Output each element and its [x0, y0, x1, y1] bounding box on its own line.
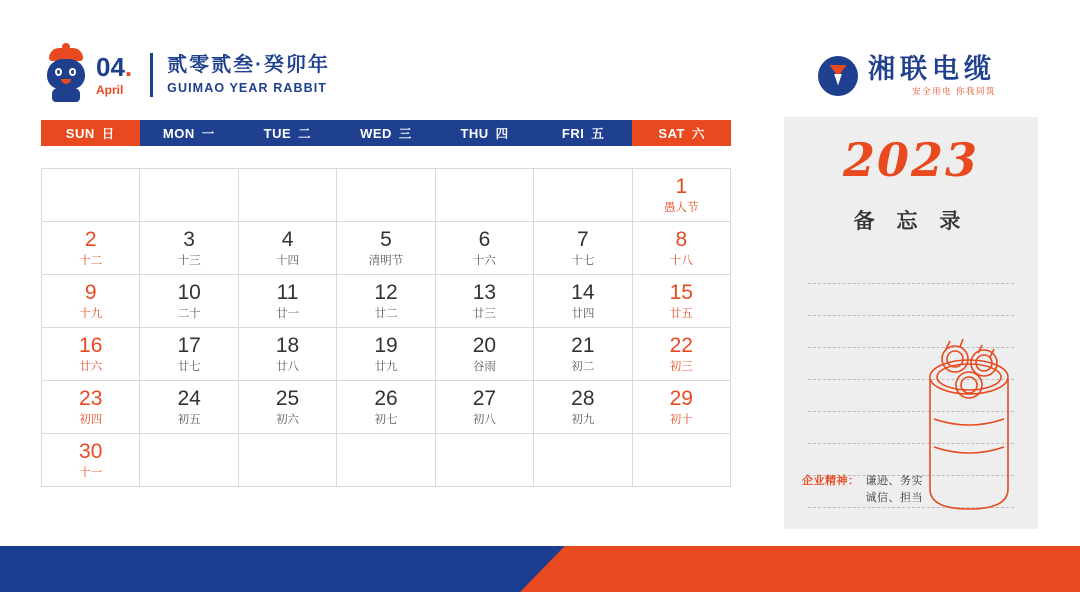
cable-illustration-icon — [910, 319, 1028, 519]
calendar-cell-empty — [436, 169, 534, 222]
day-number: 28 — [571, 386, 595, 410]
lunar-label: 廿三 — [472, 307, 496, 320]
weekday-cn: 三 — [398, 127, 412, 141]
weekday-en: WED — [360, 125, 392, 141]
calendar-day-cell[interactable] — [239, 381, 337, 434]
year-title-cn: 贰零贰叁·癸卯年 — [167, 54, 330, 76]
calendar — [41, 120, 731, 487]
weekday-header-sat — [632, 120, 731, 146]
weekday-en: FRI — [561, 125, 585, 141]
calendar-cell-empty — [534, 434, 632, 487]
calendar-cell-empty — [633, 434, 731, 487]
weekday-header-fri — [534, 120, 633, 146]
weekday-cn: 五 — [591, 127, 605, 141]
calendar-cell-empty — [140, 434, 238, 487]
weekday-en: SUN — [65, 125, 95, 141]
memo-line[interactable] — [808, 284, 1014, 316]
calendar-day-cell[interactable] — [42, 275, 140, 328]
lunar-label: 清明节 — [368, 254, 404, 267]
day-number: 15 — [669, 280, 693, 304]
memo-year: 2023 — [842, 133, 980, 187]
calendar-day-cell[interactable] — [140, 328, 238, 381]
memo-footer-values — [866, 473, 924, 507]
calendar-day-cell[interactable] — [633, 328, 731, 381]
calendar-cell-empty — [436, 434, 534, 487]
calendar-day-cell[interactable] — [633, 275, 731, 328]
weekday-en: MON — [162, 125, 195, 141]
lunar-label: 初三 — [669, 360, 693, 373]
day-number: 17 — [177, 333, 201, 357]
lunar-label: 廿八 — [276, 360, 300, 373]
calendar-day-cell[interactable] — [42, 222, 140, 275]
day-number: 5 — [380, 227, 392, 251]
page-header — [44, 44, 330, 106]
lunar-label: 廿七 — [177, 360, 201, 373]
calendar-day-cell[interactable] — [239, 275, 337, 328]
lunar-label: 廿六 — [79, 360, 103, 373]
lunar-label: 初五 — [177, 413, 201, 426]
calendar-day-cell[interactable] — [534, 381, 632, 434]
lunar-label: 二十 — [177, 307, 201, 320]
calendar-day-cell[interactable] — [633, 381, 731, 434]
lunar-label: 十四 — [276, 254, 300, 267]
weekday-en: TUE — [263, 125, 292, 141]
bottom-bars — [0, 546, 1080, 592]
day-number: 26 — [374, 386, 398, 410]
day-number: 14 — [571, 280, 595, 304]
weekday-cn: 日 — [101, 127, 115, 141]
header-divider — [150, 53, 153, 97]
day-number: 18 — [275, 333, 300, 357]
memo-footer-value-line1: 谦逊、务实 — [865, 475, 923, 487]
weekday-header-wed — [337, 120, 436, 146]
lunar-label: 十三 — [177, 254, 201, 267]
rabbit-mascot-icon — [44, 48, 88, 102]
calendar-day-cell[interactable] — [140, 381, 238, 434]
calendar-day-cell[interactable] — [337, 381, 435, 434]
memo-footer-value-line2: 诚信、担当 — [865, 492, 923, 504]
day-number: 12 — [374, 280, 398, 304]
lunar-label: 十七 — [571, 254, 595, 267]
memo-footer — [802, 473, 923, 507]
day-number: 4 — [281, 227, 294, 251]
calendar-day-cell[interactable] — [436, 328, 534, 381]
day-number: 25 — [275, 386, 300, 410]
lunar-label: 十六 — [472, 254, 496, 267]
weekday-header-tue — [238, 120, 337, 146]
weekday-header-mon — [140, 120, 239, 146]
brand-text — [868, 54, 996, 97]
year-title-en: GUIMAO YEAR RABBIT — [167, 81, 328, 95]
lunar-label: 廿九 — [374, 360, 398, 373]
lunar-label: 初十 — [669, 413, 693, 426]
day-number: 6 — [478, 227, 491, 251]
calendar-day-cell[interactable] — [239, 328, 337, 381]
day-number: 2 — [84, 227, 97, 251]
memo-line[interactable] — [808, 252, 1014, 284]
calendar-grid — [41, 168, 731, 487]
lunar-label: 廿二 — [374, 307, 398, 320]
lunar-label: 廿四 — [571, 307, 595, 320]
day-number: 23 — [79, 386, 103, 410]
lunar-label: 初二 — [571, 360, 595, 373]
calendar-day-cell[interactable] — [42, 434, 140, 487]
calendar-day-cell[interactable] — [633, 222, 731, 275]
memo-footer-label: 企业精神： — [802, 475, 860, 487]
memo-title: 备 忘 录 — [853, 210, 969, 233]
day-number: 10 — [177, 280, 201, 304]
day-number: 9 — [84, 280, 97, 304]
calendar-cell-empty — [140, 169, 238, 222]
weekday-cn: 六 — [691, 127, 705, 141]
month-dot: . — [124, 52, 133, 82]
calendar-day-cell[interactable] — [140, 275, 238, 328]
weekday-cn: 一 — [201, 127, 215, 141]
calendar-weekday-header — [41, 120, 731, 146]
lunar-label: 初四 — [79, 413, 103, 426]
memo-panel — [784, 117, 1038, 529]
lunar-label: 初八 — [472, 413, 496, 426]
lunar-label: 廿一 — [276, 307, 300, 320]
lunar-label: 十二 — [79, 254, 103, 267]
calendar-day-cell[interactable] — [436, 222, 534, 275]
day-number: 16 — [79, 333, 103, 357]
calendar-day-cell[interactable] — [239, 222, 337, 275]
calendar-cell-empty — [534, 169, 632, 222]
lunar-label: 愚人节 — [664, 201, 699, 214]
day-number: 22 — [669, 333, 693, 357]
day-number: 20 — [472, 333, 497, 357]
day-number: 11 — [276, 280, 299, 304]
calendar-day-cell[interactable] — [140, 222, 238, 275]
calendar-day-cell[interactable] — [436, 275, 534, 328]
calendar-day-cell[interactable] — [534, 328, 632, 381]
lunar-label: 初七 — [374, 413, 398, 426]
lunar-label: 谷雨 — [472, 360, 496, 373]
month-block — [96, 52, 132, 98]
month-name-en: April — [96, 83, 124, 97]
lunar-label: 十一 — [79, 466, 103, 479]
day-number: 19 — [374, 333, 398, 357]
bottom-bar-orange — [520, 546, 1080, 592]
calendar-cell-empty — [239, 434, 337, 487]
day-number: 27 — [472, 386, 497, 410]
calendar-day-cell[interactable] — [633, 169, 731, 222]
calendar-cell-empty — [239, 169, 337, 222]
day-number: 3 — [183, 227, 195, 251]
lunar-label: 十九 — [79, 307, 103, 320]
day-number: 1 — [675, 174, 688, 198]
calendar-cell-empty — [337, 434, 435, 487]
calendar-day-cell[interactable] — [337, 222, 435, 275]
calendar-cell-empty — [337, 169, 435, 222]
day-number: 13 — [472, 280, 497, 304]
calendar-day-cell[interactable] — [534, 222, 632, 275]
brand-slogan: 安全用电 你我同筑 — [912, 86, 996, 96]
xianglian-logo-icon — [818, 56, 858, 96]
day-number: 8 — [675, 227, 688, 251]
month-number — [96, 54, 132, 80]
calendar-day-cell[interactable] — [42, 381, 140, 434]
day-number: 21 — [571, 333, 595, 357]
weekday-cn: 二 — [298, 127, 312, 141]
calendar-cell-empty — [42, 169, 140, 222]
brand-logo — [818, 54, 996, 97]
weekday-header-sun — [41, 120, 140, 146]
calendar-day-cell[interactable] — [42, 328, 140, 381]
weekday-header-thu — [435, 120, 534, 146]
lunar-label: 廿五 — [669, 307, 693, 320]
calendar-day-cell[interactable] — [337, 275, 435, 328]
bottom-bar-blue — [0, 546, 590, 592]
month-number-value: 04 — [96, 52, 125, 82]
calendar-day-cell[interactable] — [534, 275, 632, 328]
weekday-en: SAT — [658, 125, 685, 141]
calendar-day-cell[interactable] — [436, 381, 534, 434]
day-number: 30 — [79, 439, 103, 463]
day-number: 7 — [577, 227, 589, 251]
brand-name: 湘联电缆 — [868, 54, 996, 84]
lunar-label: 初六 — [276, 413, 300, 426]
weekday-en: THU — [460, 125, 489, 141]
lunar-label: 十八 — [669, 254, 693, 267]
day-number: 24 — [177, 386, 201, 410]
title-block — [167, 53, 330, 97]
lunar-label: 初九 — [571, 413, 595, 426]
calendar-day-cell[interactable] — [337, 328, 435, 381]
weekday-cn: 四 — [495, 127, 509, 141]
day-number: 29 — [669, 386, 693, 410]
